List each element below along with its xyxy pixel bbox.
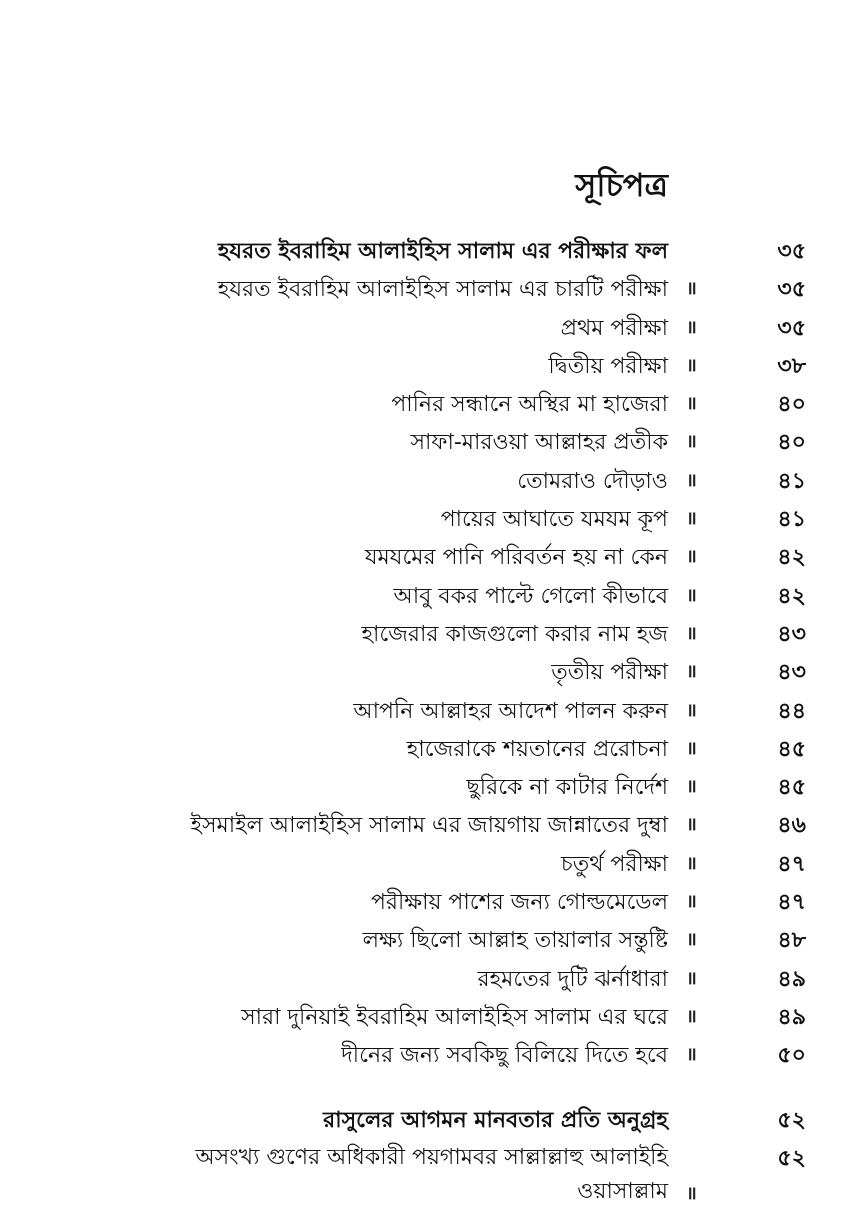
toc-separator: ॥	[686, 737, 697, 759]
toc-entry-title	[551, 655, 668, 692]
toc-entry-title-line: রাসুলের আগমন মানবতার প্রতি অনুগ্রহ	[323, 1107, 668, 1133]
toc-entry-title-line: রহমতের দুটি ঝর্নাধারা	[477, 966, 668, 992]
toc-page-number: ৪৯	[777, 966, 806, 992]
toc-page-number: ৪০	[777, 430, 806, 456]
toc-entry-title	[218, 272, 668, 309]
toc-entry-title-line: হযরত ইবরাহিম আলাইহিস সালাম এর চারটি পরীক্ষা	[217, 277, 668, 303]
toc-entry-title-line: হাজেরাকে শয়তানের প্ররোচনা	[406, 736, 668, 762]
toc-entry	[0, 919, 868, 957]
toc-entry	[0, 651, 868, 689]
toc-entry-title	[341, 1038, 668, 1075]
toc-entry-title-line: অসংখ্য গুণের অধিকারী পয়গামবর সাল্লাল্লাহু আলাইহি	[195, 1144, 668, 1170]
toc-entry-title-line: সারা দুনিয়াই ইবরাহিম আলাইহিস সালাম এর ঘরে	[241, 1004, 668, 1030]
toc-entry	[0, 804, 868, 842]
toc-entry-title	[393, 579, 668, 616]
toc-page-number: ৪৭	[777, 851, 806, 877]
toc-page-number: ৪৯	[777, 1004, 806, 1030]
toc-entry	[0, 268, 868, 306]
toc-entry	[0, 766, 868, 804]
toc-entry	[0, 728, 868, 766]
toc-page-number: ৪৬	[777, 813, 806, 839]
toc-page-number: ৪৫	[777, 736, 806, 762]
toc-separator: ॥	[686, 852, 697, 874]
toc-entry	[0, 575, 868, 613]
toc-entry	[0, 345, 868, 383]
toc-entry-title	[353, 694, 668, 731]
toc-entry	[0, 843, 868, 881]
toc-separator: ॥	[686, 584, 697, 606]
toc-entry-title	[466, 770, 668, 807]
toc-entry	[0, 383, 868, 421]
toc-separator: ॥	[686, 469, 697, 491]
toc-separator: ॥	[686, 1182, 697, 1204]
toc-entry	[0, 690, 868, 728]
toc-entry-title-line: ওয়াসাল্লাম	[577, 1178, 668, 1204]
toc-entry-title-line: হযরত ইবরাহিম আলাইহিস সালাম এর পরীক্ষার ফল	[217, 239, 668, 264]
toc-separator: ॥	[686, 546, 697, 568]
toc-separator: ॥	[686, 393, 697, 415]
toc-page-number: ৪৫	[777, 775, 806, 801]
toc-entry-title-line: পায়ের আঘাতে যমযম কূপ	[440, 507, 668, 533]
toc-entry-title-line: সাফা-মারওয়া আল্লাহর প্রতীক	[410, 430, 668, 456]
toc-entry	[0, 958, 868, 996]
toc-separator: ॥	[686, 661, 697, 683]
toc-entry-title	[363, 923, 668, 960]
toc-entry-title-line: দীনের জন্য সবকিছু বিলিয়ে দিতে হবে	[341, 1043, 668, 1069]
toc-entry	[0, 498, 868, 536]
toc-entry-title	[441, 502, 668, 539]
toc-entry-title	[407, 732, 668, 769]
toc-page-number: ৩৫	[777, 239, 806, 264]
toc-entry	[0, 421, 868, 459]
toc-separator: ॥	[686, 354, 697, 376]
toc-separator: ॥	[686, 508, 697, 530]
toc-entry-title	[218, 234, 668, 271]
toc-entry-title-line: প্রথম পরীক্ষা	[560, 315, 668, 341]
toc-entry-title	[191, 808, 669, 845]
toc-entry	[0, 1034, 868, 1072]
toc-entry	[0, 230, 868, 268]
toc-page-number: ৪৭	[777, 890, 806, 916]
toc-entry-title	[561, 847, 668, 884]
toc-page-number: ৪১	[777, 468, 806, 494]
toc-entry-title	[323, 1103, 668, 1140]
toc-entry-title-line: পানির সন্ধানে অস্থির মা হাজেরা	[391, 392, 668, 418]
toc-entry-title	[411, 425, 669, 462]
toc-entry-title-line: লক্ষ্য ছিলো আল্লাহ তায়ালার সন্তুষ্টি	[362, 928, 668, 954]
toc-entry-title	[196, 1141, 668, 1209]
toc-entry-title-line: আপনি আল্লাহর আদেশ পালন করুন	[353, 698, 668, 724]
toc-page-number: ৩৫	[777, 315, 806, 341]
toc-separator: ॥	[686, 431, 697, 453]
toc-page-number: ৫২	[777, 1145, 806, 1171]
toc-separator: ॥	[686, 316, 697, 338]
toc-page-number: ৩৮	[777, 353, 806, 379]
toc-separator: ॥	[686, 929, 697, 951]
toc-entry-title	[361, 617, 668, 654]
toc-separator: ॥	[686, 814, 697, 836]
toc-page-number: ৪০	[777, 392, 806, 418]
table-of-contents	[0, 230, 868, 1207]
toc-page-number: ৫০	[777, 1043, 806, 1069]
toc-entry-title	[241, 1000, 668, 1037]
toc-page-number: ৪৮	[777, 928, 806, 954]
toc-entry-title-line: আবু বকর পাল্টে গেলো কীভাবে	[393, 583, 668, 609]
toc-page-number: ৫২	[777, 1107, 806, 1133]
toc-entry-title	[391, 387, 668, 424]
toc-page-number: ৪৩	[777, 621, 806, 647]
toc-page-number: ৩৫	[777, 277, 806, 303]
toc-entry-title	[477, 962, 668, 999]
toc-entry	[0, 881, 868, 919]
toc-entry-title-line: ইসমাইল আলাইহিস সালাম এর জায়গায় জান্নাতের দুম্বা	[190, 813, 668, 839]
toc-entry-title	[517, 464, 668, 501]
toc-entry	[0, 1099, 868, 1137]
toc-separator: ॥	[686, 967, 697, 989]
toc-entry-title-line: যমযমের পানি পরিবর্তন হয় না কেন	[364, 545, 668, 571]
toc-separator: ॥	[686, 776, 697, 798]
toc-entry-title-line: তোমরাও দৌড়াও	[517, 468, 668, 494]
toc-entry	[0, 307, 868, 345]
toc-separator: ॥	[686, 1005, 697, 1027]
toc-entry-title	[365, 540, 668, 577]
toc-entry	[0, 996, 868, 1034]
toc-page-number: ৪৪	[777, 698, 806, 724]
toc-entry-title	[371, 885, 668, 922]
toc-entry	[0, 460, 868, 498]
toc-entry-title-line: তৃতীয় পরীক্ষা	[551, 660, 668, 686]
toc-entry-title-line: দ্বিতীয় পরীক্ষা	[548, 353, 668, 379]
toc-entry	[0, 536, 868, 574]
toc-page-number: ৪৩	[777, 660, 806, 686]
toc-entry	[0, 1137, 868, 1207]
page-title: সূচিপত্র	[575, 166, 668, 204]
toc-separator: ॥	[686, 699, 697, 721]
toc-separator: ॥	[686, 1044, 697, 1066]
toc-entry	[0, 613, 868, 651]
toc-separator: ॥	[686, 891, 697, 913]
toc-entry-title-line: চতুর্থ পরীক্ষা	[560, 851, 668, 877]
toc-separator: ॥	[686, 278, 697, 300]
toc-page-number: ৪২	[777, 583, 806, 609]
toc-entry-title	[561, 311, 668, 348]
toc-entry-title	[548, 349, 668, 386]
toc-separator: ॥	[686, 622, 697, 644]
toc-page-number: ৪২	[777, 545, 806, 571]
toc-entry-title-line: পরীক্ষায় পাশের জন্য গোল্ডমেডেল	[370, 890, 668, 916]
toc-entry-title-line: ছুরিকে না কাটার নির্দেশ	[466, 775, 668, 801]
toc-page-number: ৪১	[777, 507, 806, 533]
toc-entry-title-line: হাজেরার কাজগুলো করার নাম হজ	[361, 621, 668, 647]
